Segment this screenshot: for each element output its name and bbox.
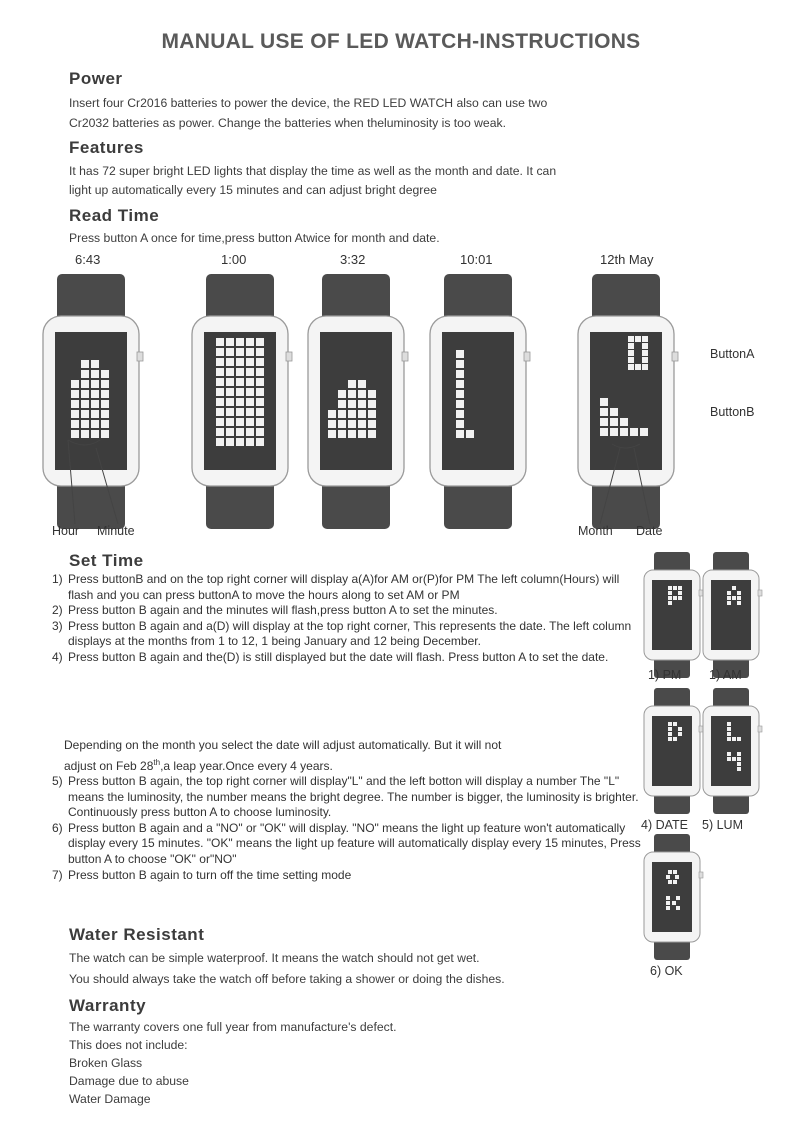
- date-note-1: Depending on the month you select the date will adjust automatically. But it will not: [64, 738, 502, 752]
- features-line-1: It has 72 super bright LED lights that display the time as well as the month and date. It can: [69, 164, 557, 178]
- power-heading: Power: [69, 69, 123, 88]
- mini-watch-date: [644, 688, 703, 814]
- date-note-2: adjust on Feb 28th,a leap year.Once every 4 years.: [64, 758, 333, 773]
- caption-1-00: 1:00: [221, 252, 247, 267]
- step-2: 2) Press button B again and the minutes will flash,press button A to set the minutes.: [52, 603, 498, 618]
- features-heading: Features: [69, 138, 144, 157]
- caption-6-43: 6:43: [75, 252, 101, 267]
- step-5: 5) Press button B again, the top right corner will display"L" and the left botton will display a number The "L" means the luminosity, the number means the bright degree. The number is bigger, the luminosity is brighter. Continuously press button A to choose luminosity.: [52, 774, 639, 820]
- warranty-line-3: Broken Glass: [69, 1056, 143, 1070]
- step-7: 7) Press button B again to turn off the time setting mode: [52, 867, 352, 882]
- read-time-text: Press button A once for time,press button Atwice for month and date.: [69, 231, 440, 245]
- step-4: 4) Press button B again and the(D) is still displayed but the date will flash. Press button A to set the date.: [52, 649, 609, 664]
- button-b-label: ButtonB: [710, 405, 755, 419]
- watch-3-32: [308, 274, 408, 529]
- mini-label-ok: 6) OK: [650, 964, 683, 978]
- water-line-2: You should always take the watch off before taking a shower or doing the dishes.: [69, 972, 505, 986]
- warranty-line-1: The warranty covers one full year from manufacture's defect.: [69, 1020, 397, 1034]
- warranty-line-2: This does not include:: [69, 1038, 188, 1052]
- warranty-heading: Warranty: [69, 996, 147, 1015]
- watch-12th-may: [578, 274, 678, 529]
- set-time-steps-1: [52, 572, 642, 666]
- water-heading: Water Resistant: [69, 925, 205, 944]
- month-label: Month: [578, 524, 613, 538]
- watch-6-43: [43, 274, 143, 529]
- warranty-line-4: Damage due to abuse: [69, 1074, 189, 1088]
- set-time-steps-2: [52, 774, 642, 883]
- mini-label-am: 1) AM: [709, 668, 742, 682]
- watch-10-01: [430, 274, 530, 529]
- minute-label: Minute: [97, 524, 135, 538]
- mini-label-lum: 5) LUM: [702, 818, 743, 832]
- mini-watch-pm: [644, 552, 703, 678]
- caption-12th-may: 12th May: [600, 252, 654, 267]
- hour-label: Hour: [52, 524, 80, 538]
- read-time-heading: Read Time: [69, 206, 160, 225]
- water-line-1: The watch can be simple waterproof. It means the watch should not get wet.: [69, 951, 480, 965]
- mini-label-date: 4) DATE: [641, 818, 688, 832]
- mini-watch-lum: [703, 688, 762, 814]
- features-line-2: light up automatically every 15 minutes and can adjust bright degree: [69, 183, 437, 197]
- caption-10-01: 10:01: [460, 252, 493, 267]
- caption-3-32: 3:32: [340, 252, 366, 267]
- mini-watch-am: [703, 552, 762, 678]
- watch-1-00: [192, 274, 292, 529]
- step-1: 1) Press buttonB and on the top right corner will display a(A)for AM or(P)for PM The left column(Hours) will flash and you can press buttonA to move the hours along to set AM or PM: [52, 572, 620, 602]
- power-line-1: Insert four Cr2016 batteries to power the device, the RED LED WATCH also can use two: [69, 96, 548, 110]
- date-label: Date: [636, 524, 663, 538]
- step-6: 6) Press button B again and a "NO" or "OK" will display. "NO" means the light up feature won't automatically display every 15 minutes. "OK" means the light up feature will automatically display every 15 minutes, Press button A to choose "OK" or"NO": [52, 820, 641, 866]
- mini-watch-ok: [644, 834, 703, 960]
- page-title: MANUAL USE OF LED WATCH-INSTRUCTIONS: [161, 30, 641, 53]
- mini-label-pm: 1) PM: [648, 668, 682, 682]
- warranty-line-5: Water Damage: [69, 1092, 151, 1106]
- button-a-label: ButtonA: [710, 347, 755, 361]
- set-time-heading: Set Time: [69, 551, 144, 570]
- power-line-2: Cr2032 batteries as power. Change the batteries when theluminosity is too weak.: [69, 116, 506, 130]
- step-3: 3) Press button B again and a(D) will display at the top right corner, This represents the date. The left column displays at the months from 1 to 12, 1 being January and 12 being December.: [52, 618, 632, 649]
